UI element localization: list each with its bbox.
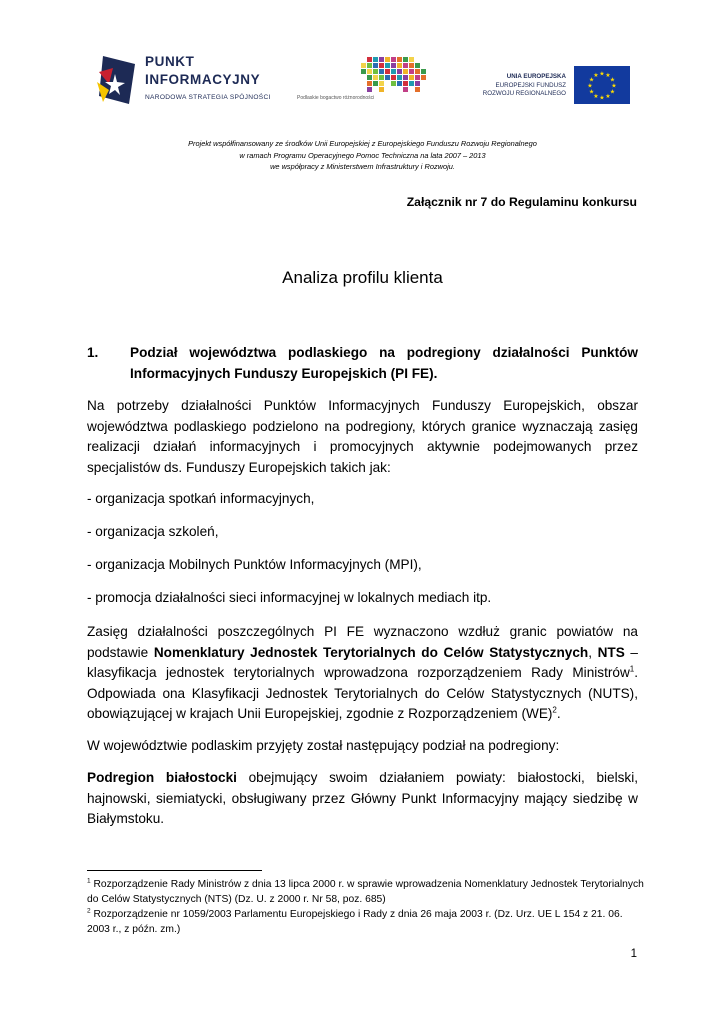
subregion-text: obejmujący swoim działaniem powiaty: białostocki, bielski, hajnowski, siemiatycki, obsługiwany przez Główny Punkt Informacyjny mający siedzibę w Białymstoku.: [87, 770, 638, 826]
funding-note: [0, 138, 725, 173]
list-item: - organizacja spotkań informacyjnych,: [87, 491, 315, 506]
pi-logo-line1: PUNKT: [145, 54, 195, 69]
bison-mosaic-icon: [297, 55, 437, 93]
svg-text:★: ★: [605, 93, 611, 100]
svg-text:★: ★: [588, 77, 595, 84]
nts-text: . Odpowiada ona Klasyfikacji Jednostek Terytorialnych do Celów Statystycznych (NUTS), obowiązującej w krajach Unii Europejskiej, zgodnie z Rozporządzeniem (WE): [87, 665, 638, 721]
subregion-name: Podregion białostocki: [87, 770, 237, 785]
funding-note-line: we współpracy z Ministerstwem Infrastruktury i Rozwoju.: [270, 162, 455, 171]
eu-flag-icon: [574, 66, 630, 104]
svg-text:★: ★: [593, 93, 599, 100]
intro-paragraph: Na potrzeby działalności Punktów Informacyjnych Funduszy Europejskich, obszar województwa podlaskiego podzielono na podregiony, których granice wyznaczają zasięg realizacji działań informacyjnych i promocyjnych aktywnie podejmowanych przez specjalistów ds. Funduszy Europejskich takich jak:: [87, 398, 638, 475]
list-item: - promocja działalności sieci informacyjnej w lokalnych mediach itp.: [87, 590, 492, 605]
footnote: [87, 907, 647, 937]
nts-text: ,: [588, 644, 598, 660]
footnote: [87, 877, 647, 907]
podlaskie-logo: [297, 55, 437, 110]
pi-emblem-icon: [95, 52, 141, 108]
section-heading-text: Podział województwa podlaskiego na podregiony działalności Punktów Informacyjnych Funduszy Europejskich (PI FE).: [130, 345, 638, 381]
pi-logo-line2: INFORMACYJNY: [145, 72, 261, 87]
list-item: - organizacja szkoleń,: [87, 524, 219, 539]
nts-text: – klasyfikacja jednostek terytorialnych wprowadzona rozporządzeniem Rady Ministrów: [87, 644, 638, 680]
svg-text:★: ★: [588, 89, 595, 96]
nts-term: Nomenklatury Jednostek Terytorialnych do Celów Statystycznych: [153, 644, 589, 660]
svg-text:★: ★: [587, 83, 593, 90]
section-heading: [87, 343, 638, 384]
footnote-number: 2: [87, 907, 91, 915]
footnote-ref[interactable]: 1: [629, 664, 635, 674]
footnote-text: Rozporządzenie Rady Ministrów z dnia 13 lipca 2000 r. w sprawie wprowadzenia Nomenklatury Jednostek Terytorialnych do Celów Statystycznych (NTS) (Dz. U. z 2000 r. Nr 58, poz. 685): [87, 879, 644, 905]
punkt-informacyjny-logo: [95, 52, 275, 108]
svg-text:★: ★: [609, 89, 616, 96]
svg-text:★: ★: [599, 71, 605, 78]
pi-logo-subtitle: NARODOWA STRATEGIA SPÓJNOŚCI: [145, 94, 271, 101]
subregion-paragraph: [87, 768, 638, 830]
list-item: - organizacja Mobilnych Punktów Informacyjnych (MPI),: [87, 557, 422, 572]
division-sentence: W województwie podlaskim przyjęty został następujący podział na podregiony:: [87, 738, 560, 753]
nts-text: Zasięg działalności poszczególnych PI FE wyznaczono wzdłuż granic powiatów na podstawie: [87, 624, 638, 660]
footnote-ref[interactable]: 2: [552, 705, 557, 715]
nts-paragraph: [87, 622, 638, 725]
funding-note-line: w ramach Programu Operacyjnego Pomoc Techniczna na lata 2007 – 2013: [239, 150, 486, 160]
eu-logo-line3: ROZWOJU REGIONALNEGO: [482, 90, 566, 97]
eu-logo: [472, 66, 630, 106]
section-number: 1.: [87, 345, 99, 360]
footnote-number: 1: [87, 877, 91, 885]
document-title: Analiza profilu klienta: [282, 268, 443, 287]
svg-text:★: ★: [609, 77, 616, 84]
funding-note-line: Projekt współfinansowany ze środków Unii Europejskiej z Europejskiego Funduszu Rozwoju Regionalnego: [188, 139, 537, 148]
page-number: 1: [630, 948, 637, 960]
eu-logo-line1: UNIA EUROPEJSKA: [506, 73, 566, 80]
nts-text: .: [556, 706, 561, 721]
svg-text:★: ★: [593, 73, 599, 80]
footnote-divider: [87, 870, 262, 871]
svg-text:★: ★: [599, 95, 605, 102]
svg-text:★: ★: [605, 73, 611, 80]
svg-text:★: ★: [611, 83, 617, 90]
nts-abbrev: NTS: [597, 644, 625, 660]
annex-label: Załącznik nr 7 do Regulaminu konkursu: [406, 195, 637, 209]
footnote-text: Rozporządzenie nr 1059/2003 Parlamentu Europejskiego i Rady z dnia 26 maja 2003 r. (Dz. Urz. UE L 154 z 21. 06. 2003 r., z późn. zm.): [87, 909, 623, 935]
eu-logo-line2: EUROPEJSKI FUNDUSZ: [495, 82, 566, 89]
podlaskie-logo-text: Podlaskie bogactwo różnorodności: [297, 95, 375, 101]
